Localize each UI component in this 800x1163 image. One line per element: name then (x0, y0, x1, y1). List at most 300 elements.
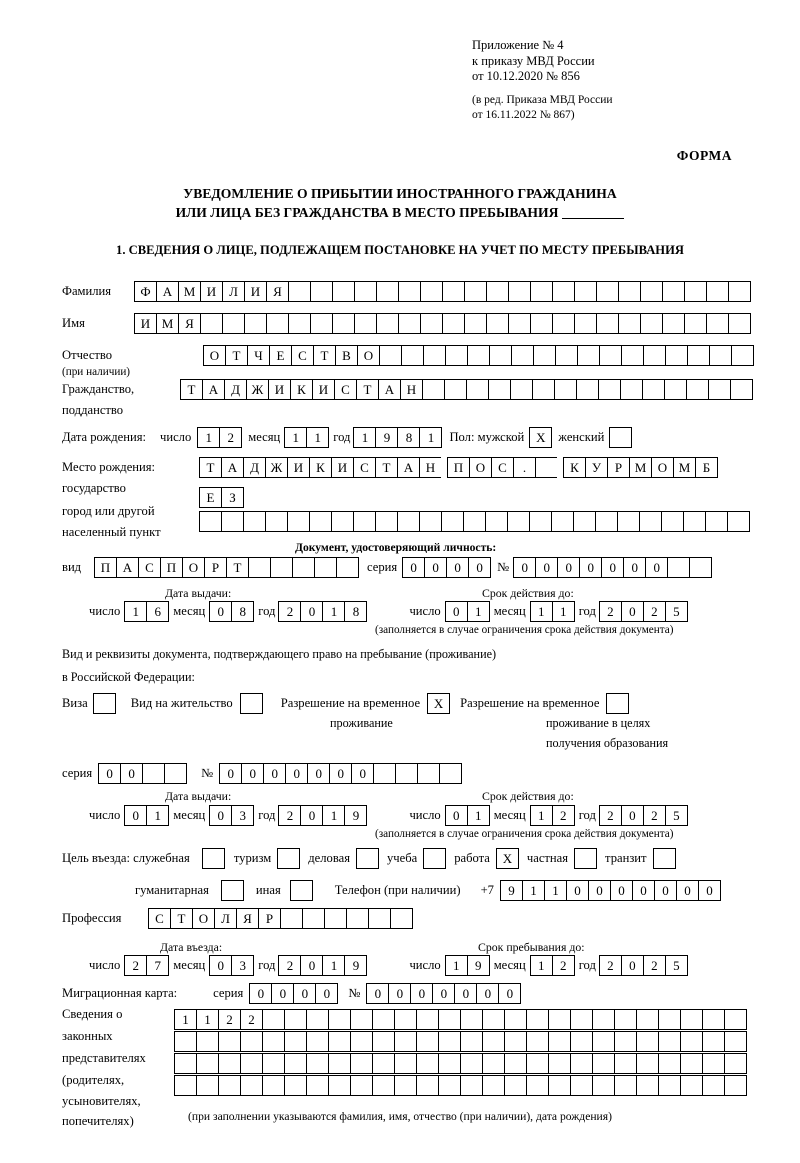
stay-issue-day-boxes[interactable] (124, 805, 169, 826)
cell[interactable] (530, 281, 553, 302)
cell[interactable]: С (148, 908, 171, 929)
cell[interactable]: 9 (344, 955, 367, 976)
cell[interactable] (485, 511, 508, 532)
cell[interactable] (689, 557, 712, 578)
cell[interactable]: 2 (552, 805, 575, 826)
cell[interactable]: С (291, 345, 314, 366)
cell[interactable] (284, 1009, 307, 1030)
cell[interactable] (504, 1031, 527, 1052)
cell[interactable] (174, 1031, 197, 1052)
cell[interactable]: 0 (445, 601, 468, 622)
cell[interactable] (599, 345, 622, 366)
cell[interactable]: Я (236, 908, 259, 929)
stay-valid-day-boxes[interactable] (445, 805, 490, 826)
cell[interactable] (266, 313, 289, 334)
cell[interactable]: 0 (351, 763, 374, 784)
cell[interactable] (464, 313, 487, 334)
purpose-other-checkbox[interactable] (290, 880, 313, 901)
cell[interactable]: Д (224, 379, 247, 400)
cell[interactable] (354, 313, 377, 334)
cell[interactable]: 2 (278, 805, 301, 826)
doc-issue-day-boxes[interactable] (124, 601, 169, 622)
cell[interactable] (306, 1053, 329, 1074)
cell[interactable] (489, 345, 512, 366)
cell[interactable] (438, 1009, 461, 1030)
cell[interactable]: Л (222, 281, 245, 302)
cell[interactable]: М (178, 281, 201, 302)
doc-valid-year-boxes[interactable] (599, 601, 688, 622)
cell[interactable]: 1 (445, 955, 468, 976)
cell[interactable] (290, 880, 313, 901)
cell[interactable] (394, 1009, 417, 1030)
cell[interactable]: И (134, 313, 157, 334)
cell[interactable] (730, 379, 753, 400)
cell[interactable]: Я (178, 313, 201, 334)
cell[interactable]: 1 (353, 427, 376, 448)
cell[interactable] (444, 379, 467, 400)
cell[interactable]: 0 (120, 763, 143, 784)
cell[interactable] (284, 1053, 307, 1074)
cell[interactable] (508, 281, 531, 302)
cell[interactable]: С (138, 557, 161, 578)
cell[interactable]: . (513, 457, 536, 478)
cell[interactable] (467, 345, 490, 366)
cell[interactable]: Л (214, 908, 237, 929)
cell[interactable] (595, 511, 618, 532)
cell[interactable] (606, 693, 629, 714)
cell[interactable]: С (334, 379, 357, 400)
cell[interactable] (222, 313, 245, 334)
cell[interactable]: Ч (247, 345, 270, 366)
cell[interactable]: 0 (623, 557, 646, 578)
cell[interactable] (309, 511, 332, 532)
cell[interactable]: С (353, 457, 376, 478)
cell[interactable] (530, 313, 553, 334)
cell[interactable]: 1 (419, 427, 442, 448)
birth-place-line3-boxes[interactable] (199, 511, 750, 532)
cell[interactable]: 0 (209, 955, 232, 976)
cell[interactable] (574, 281, 597, 302)
purpose-private-checkbox[interactable] (574, 848, 597, 869)
cell[interactable]: 2 (278, 601, 301, 622)
cell[interactable] (661, 511, 684, 532)
legal-rep-row3-boxes[interactable] (174, 1053, 747, 1074)
cell[interactable] (417, 763, 440, 784)
cell[interactable]: 5 (665, 805, 688, 826)
doc-number-boxes[interactable] (513, 557, 712, 578)
cell[interactable]: О (651, 457, 674, 478)
cell[interactable]: А (156, 281, 179, 302)
cell[interactable]: Я (266, 281, 289, 302)
cell[interactable]: Ф (134, 281, 157, 302)
cell[interactable]: В (335, 345, 358, 366)
cell[interactable] (288, 281, 311, 302)
stay-until-day-boxes[interactable] (445, 955, 490, 976)
cell[interactable]: М (673, 457, 696, 478)
cell[interactable] (680, 1031, 703, 1052)
cell[interactable]: 0 (566, 880, 589, 901)
cell[interactable]: Е (199, 487, 222, 508)
cell[interactable] (394, 1053, 417, 1074)
cell[interactable] (174, 1053, 197, 1074)
cell[interactable] (706, 313, 729, 334)
stay-valid-year-boxes[interactable] (599, 805, 688, 826)
cell[interactable]: 0 (557, 557, 580, 578)
doc-issue-year-boxes[interactable] (278, 601, 367, 622)
cell[interactable]: 0 (402, 557, 425, 578)
cell[interactable] (445, 345, 468, 366)
cell[interactable]: Х (529, 427, 552, 448)
cell[interactable] (596, 281, 619, 302)
cell[interactable] (532, 379, 555, 400)
cell[interactable] (262, 1009, 285, 1030)
purpose-business-checkbox[interactable] (356, 848, 379, 869)
cell[interactable] (292, 557, 315, 578)
doc-issue-month-boxes[interactable] (209, 601, 254, 622)
cell[interactable] (731, 345, 754, 366)
cell[interactable]: 0 (621, 805, 644, 826)
cell[interactable] (240, 1075, 263, 1096)
cell[interactable] (482, 1031, 505, 1052)
cell[interactable] (724, 1009, 747, 1030)
cell[interactable]: Т (225, 345, 248, 366)
cell[interactable]: 0 (645, 557, 668, 578)
cell[interactable] (202, 848, 225, 869)
cell[interactable]: 0 (209, 805, 232, 826)
cell[interactable] (653, 848, 676, 869)
cell[interactable]: П (160, 557, 183, 578)
cell[interactable] (614, 1009, 637, 1030)
cell[interactable] (596, 313, 619, 334)
entry-day-boxes[interactable] (124, 955, 169, 976)
cell[interactable] (570, 1031, 593, 1052)
cell[interactable]: 1 (530, 805, 553, 826)
cell[interactable]: 9 (344, 805, 367, 826)
cell[interactable] (548, 1031, 571, 1052)
cell[interactable] (240, 1053, 263, 1074)
cell[interactable]: 0 (285, 763, 308, 784)
cell[interactable]: О (182, 557, 205, 578)
cell[interactable] (486, 313, 509, 334)
cell[interactable] (662, 281, 685, 302)
cell[interactable] (687, 345, 710, 366)
cell[interactable]: 0 (366, 983, 389, 1004)
cell[interactable] (664, 379, 687, 400)
cell[interactable] (486, 281, 509, 302)
purpose-tourism-checkbox[interactable] (277, 848, 300, 869)
cell[interactable] (526, 1031, 549, 1052)
cell[interactable]: И (331, 457, 354, 478)
cell[interactable]: Т (199, 457, 222, 478)
birth-year-boxes[interactable] (353, 427, 442, 448)
cell[interactable] (373, 763, 396, 784)
cell[interactable]: Т (356, 379, 379, 400)
cell[interactable]: 0 (300, 805, 323, 826)
cell[interactable] (174, 1075, 197, 1096)
cell[interactable]: К (309, 457, 332, 478)
cell[interactable] (287, 511, 310, 532)
doc-valid-month-boxes[interactable] (530, 601, 575, 622)
cell[interactable] (573, 511, 596, 532)
cell[interactable] (727, 511, 750, 532)
cell[interactable]: 9 (500, 880, 523, 901)
cell[interactable] (288, 313, 311, 334)
cell[interactable] (248, 557, 271, 578)
cell[interactable] (570, 1009, 593, 1030)
cell[interactable]: 1 (196, 1009, 219, 1030)
cell[interactable] (164, 763, 187, 784)
cell[interactable] (621, 345, 644, 366)
cell[interactable] (636, 1031, 659, 1052)
cell[interactable]: 0 (263, 763, 286, 784)
cell[interactable] (394, 1031, 417, 1052)
doc-series-boxes[interactable] (402, 557, 491, 578)
cell[interactable] (419, 511, 442, 532)
cell[interactable]: 0 (621, 955, 644, 976)
cell[interactable]: 0 (315, 983, 338, 1004)
cell[interactable] (244, 313, 267, 334)
cell[interactable] (240, 693, 263, 714)
cell[interactable] (488, 379, 511, 400)
cell[interactable]: 1 (322, 955, 345, 976)
cell[interactable] (332, 281, 355, 302)
cell[interactable] (401, 345, 424, 366)
cell[interactable]: Т (226, 557, 249, 578)
cell[interactable] (200, 313, 223, 334)
cell[interactable]: 2 (643, 805, 666, 826)
cell[interactable] (375, 511, 398, 532)
cell[interactable]: 2 (643, 601, 666, 622)
cell[interactable] (310, 281, 333, 302)
cell[interactable]: 5 (665, 601, 688, 622)
cell[interactable]: 2 (218, 1009, 241, 1030)
cell[interactable]: 9 (375, 427, 398, 448)
cell[interactable] (724, 1075, 747, 1096)
cell[interactable]: Б (695, 457, 718, 478)
cell[interactable] (658, 1031, 681, 1052)
cell[interactable]: 2 (278, 955, 301, 976)
cell[interactable]: 0 (300, 601, 323, 622)
cell[interactable] (609, 427, 632, 448)
stay-series-boxes[interactable] (98, 763, 187, 784)
cell[interactable] (196, 1053, 219, 1074)
cell[interactable] (511, 345, 534, 366)
birth-month-boxes[interactable] (284, 427, 329, 448)
cell[interactable] (636, 1009, 659, 1030)
cell[interactable] (376, 313, 399, 334)
cell[interactable] (460, 1053, 483, 1074)
cell[interactable] (552, 313, 575, 334)
cell[interactable] (709, 345, 732, 366)
cell[interactable] (439, 763, 462, 784)
cell[interactable] (218, 1053, 241, 1074)
cell[interactable]: А (116, 557, 139, 578)
cell[interactable]: 1 (467, 805, 490, 826)
cell[interactable] (510, 379, 533, 400)
cell[interactable] (508, 313, 531, 334)
cell[interactable] (416, 1075, 439, 1096)
cell[interactable] (614, 1031, 637, 1052)
patronymic-boxes[interactable] (203, 345, 754, 366)
cell[interactable] (464, 281, 487, 302)
cell[interactable]: 0 (388, 983, 411, 1004)
cell[interactable] (535, 457, 558, 478)
cell[interactable]: 0 (446, 557, 469, 578)
cell[interactable] (665, 345, 688, 366)
cell[interactable]: Х (427, 693, 450, 714)
cell[interactable] (640, 313, 663, 334)
cell[interactable]: 1 (322, 805, 345, 826)
cell[interactable] (306, 1075, 329, 1096)
cell[interactable] (702, 1075, 725, 1096)
cell[interactable]: 0 (535, 557, 558, 578)
cell[interactable] (372, 1009, 395, 1030)
cell[interactable] (574, 848, 597, 869)
cell[interactable]: 0 (654, 880, 677, 901)
doc-valid-day-boxes[interactable] (445, 601, 490, 622)
name-boxes[interactable] (134, 313, 751, 334)
cell[interactable]: 3 (231, 955, 254, 976)
cell[interactable] (277, 848, 300, 869)
cell[interactable] (702, 1053, 725, 1074)
cell[interactable]: 2 (643, 955, 666, 976)
cell[interactable] (574, 313, 597, 334)
cell[interactable] (526, 1009, 549, 1030)
birth-day-boxes[interactable] (197, 427, 242, 448)
cell[interactable]: Ж (246, 379, 269, 400)
cell[interactable] (265, 511, 288, 532)
cell[interactable]: 0 (300, 955, 323, 976)
cell[interactable]: 1 (544, 880, 567, 901)
cell[interactable]: 7 (146, 955, 169, 976)
cell[interactable] (460, 1009, 483, 1030)
cell[interactable] (438, 1075, 461, 1096)
birth-place-city-c-boxes[interactable] (199, 487, 244, 508)
cell[interactable]: 1 (124, 601, 147, 622)
cell[interactable] (658, 1053, 681, 1074)
cell[interactable]: И (244, 281, 267, 302)
cell[interactable] (592, 1009, 615, 1030)
cell[interactable]: 1 (522, 880, 545, 901)
cell[interactable] (482, 1075, 505, 1096)
cell[interactable] (262, 1075, 285, 1096)
cell[interactable]: 0 (271, 983, 294, 1004)
stay-issue-month-boxes[interactable] (209, 805, 254, 826)
cell[interactable]: 0 (124, 805, 147, 826)
cell[interactable] (354, 281, 377, 302)
cell[interactable]: И (287, 457, 310, 478)
doc-kind-boxes[interactable] (94, 557, 359, 578)
cell[interactable] (680, 1053, 703, 1074)
cell[interactable]: 0 (498, 983, 521, 1004)
residence-permit-checkbox[interactable] (240, 693, 263, 714)
cell[interactable]: 0 (219, 763, 242, 784)
stay-until-month-boxes[interactable] (530, 955, 575, 976)
cell[interactable]: К (563, 457, 586, 478)
cell[interactable] (577, 345, 600, 366)
cell[interactable] (463, 511, 486, 532)
cell[interactable] (331, 511, 354, 532)
cell[interactable]: 1 (284, 427, 307, 448)
cell[interactable]: 1 (530, 601, 553, 622)
cell[interactable] (724, 1031, 747, 1052)
legal-rep-row2-boxes[interactable] (174, 1031, 747, 1052)
cell[interactable]: 0 (632, 880, 655, 901)
cell[interactable] (683, 511, 706, 532)
cell[interactable] (636, 1053, 659, 1074)
cell[interactable]: Р (204, 557, 227, 578)
cell[interactable] (328, 1075, 351, 1096)
cell[interactable] (614, 1053, 637, 1074)
cell[interactable] (658, 1075, 681, 1096)
cell[interactable] (350, 1009, 373, 1030)
cell[interactable]: 0 (601, 557, 624, 578)
cell[interactable] (570, 1075, 593, 1096)
cell[interactable] (460, 1031, 483, 1052)
cell[interactable]: 8 (344, 601, 367, 622)
cell[interactable] (243, 511, 266, 532)
cell[interactable]: А (397, 457, 420, 478)
cell[interactable] (680, 1009, 703, 1030)
cell[interactable]: 0 (241, 763, 264, 784)
cell[interactable] (270, 557, 293, 578)
cell[interactable] (328, 1031, 351, 1052)
cell[interactable] (442, 313, 465, 334)
cell[interactable] (482, 1009, 505, 1030)
cell[interactable] (372, 1075, 395, 1096)
cell[interactable]: 0 (209, 601, 232, 622)
cell[interactable]: 1 (306, 427, 329, 448)
cell[interactable]: 2 (240, 1009, 263, 1030)
cell[interactable]: Е (269, 345, 292, 366)
cell[interactable] (93, 693, 116, 714)
cell[interactable]: 1 (174, 1009, 197, 1030)
cell[interactable] (554, 379, 577, 400)
cell[interactable]: 0 (293, 983, 316, 1004)
cell[interactable]: 8 (397, 427, 420, 448)
cell[interactable] (420, 281, 443, 302)
cell[interactable]: 1 (530, 955, 553, 976)
cell[interactable] (551, 511, 574, 532)
cell[interactable] (460, 1075, 483, 1096)
cell[interactable] (598, 379, 621, 400)
cell[interactable] (356, 848, 379, 869)
cell[interactable]: У (585, 457, 608, 478)
entry-year-boxes[interactable] (278, 955, 367, 976)
cell[interactable]: 0 (445, 805, 468, 826)
cell[interactable]: 9 (467, 955, 490, 976)
cell[interactable] (482, 1053, 505, 1074)
cell[interactable] (376, 281, 399, 302)
cell[interactable]: Д (243, 457, 266, 478)
cell[interactable] (706, 281, 729, 302)
cell[interactable] (702, 1031, 725, 1052)
cell[interactable]: 0 (610, 880, 633, 901)
cell[interactable]: 3 (231, 805, 254, 826)
cell[interactable]: О (203, 345, 226, 366)
cell[interactable] (372, 1031, 395, 1052)
cell[interactable] (284, 1075, 307, 1096)
cell[interactable] (306, 1031, 329, 1052)
cell[interactable] (662, 313, 685, 334)
cell[interactable] (379, 345, 402, 366)
cell[interactable]: 0 (476, 983, 499, 1004)
cell[interactable] (423, 848, 446, 869)
cell[interactable]: 2 (599, 601, 622, 622)
cell[interactable] (262, 1031, 285, 1052)
cell[interactable] (570, 1053, 593, 1074)
cell[interactable] (620, 379, 643, 400)
